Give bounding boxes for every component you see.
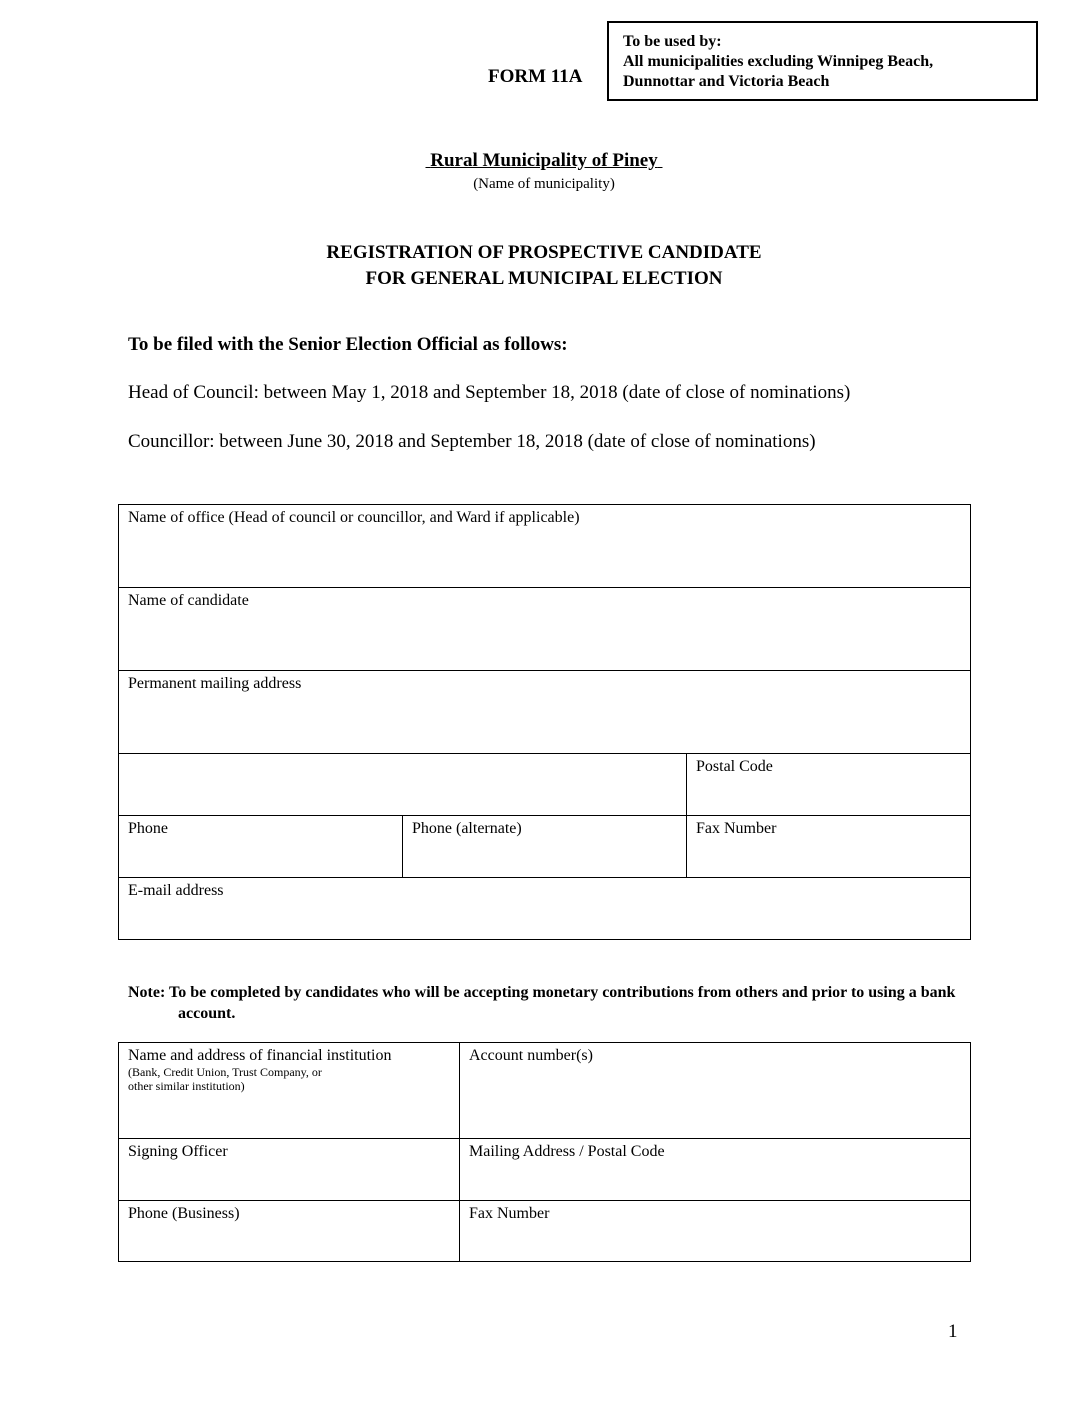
signing-officer-label: Signing Officer <box>128 1143 228 1160</box>
email-label: E-mail address <box>128 882 224 899</box>
fax-label: Fax Number <box>696 820 777 837</box>
form-number: FORM 11A <box>488 66 583 87</box>
account-numbers-label: Account number(s) <box>469 1047 593 1064</box>
candidate-name-field[interactable] <box>119 588 970 670</box>
municipality-name: Rural Municipality of Piney <box>430 150 658 171</box>
mailing-address-line-2-field[interactable] <box>119 754 686 815</box>
candidate-name-label: Name of candidate <box>128 592 249 609</box>
fax-field[interactable] <box>687 816 970 877</box>
phone-alternate-label: Phone (alternate) <box>412 820 522 837</box>
office-label: Name of office (Head of council or councillor, and Ward if applicable) <box>128 509 580 526</box>
institution-sublabel-2: other similar institution) <box>128 1079 245 1093</box>
mailing-postal-field[interactable] <box>460 1139 970 1200</box>
phone-business-field[interactable] <box>119 1201 459 1261</box>
account-numbers-field[interactable] <box>460 1043 970 1138</box>
phone-business-label: Phone (Business) <box>128 1205 240 1222</box>
used-by-title: To be used by: <box>623 33 722 50</box>
signing-officer-field[interactable] <box>119 1139 459 1200</box>
email-field[interactable] <box>119 878 970 939</box>
institution-label: Name and address of financial institution <box>128 1047 392 1064</box>
form-title-line-2: FOR GENERAL MUNICIPAL ELECTION <box>365 268 723 289</box>
used-by-box <box>607 21 1038 101</box>
form-title <box>0 240 1088 292</box>
used-by-line-2: Dunnottar and Victoria Beach <box>623 73 830 90</box>
municipality-caption: (Name of municipality) <box>473 176 615 192</box>
note-text: Note: To be completed by candidates who will be accepting monetary contributions from others and prior to using a bank account. <box>128 984 956 1022</box>
institution-sublabel-1: (Bank, Credit Union, Trust Company, or <box>128 1065 322 1079</box>
mailing-postal-label: Mailing Address / Postal Code <box>469 1143 665 1160</box>
used-by-line-1: All municipalities excluding Winnipeg Beach, <box>623 53 934 70</box>
form-title-line-1: REGISTRATION OF PROSPECTIVE CANDIDATE <box>326 242 762 263</box>
page-number: 1 <box>948 1321 958 1342</box>
mailing-address-field[interactable] <box>119 671 970 753</box>
councillor-deadline: Councillor: between June 30, 2018 and September 18, 2018 (date of close of nominations) <box>128 431 816 452</box>
bank-info-table <box>118 1042 971 1262</box>
phone-label: Phone <box>128 820 168 837</box>
postal-code-field[interactable] <box>687 754 970 815</box>
bank-account-note <box>128 982 968 1024</box>
bank-fax-label: Fax Number <box>469 1205 550 1222</box>
phone-field[interactable] <box>119 816 402 877</box>
mailing-address-label: Permanent mailing address <box>128 675 302 692</box>
filing-heading: To be filed with the Senior Election Official as follows: <box>128 334 568 355</box>
phone-alternate-field[interactable] <box>403 816 686 877</box>
candidate-info-table <box>118 504 971 940</box>
office-field[interactable] <box>119 505 970 587</box>
institution-field[interactable] <box>119 1043 459 1138</box>
postal-code-label: Postal Code <box>696 758 773 775</box>
head-of-council-deadline: Head of Council: between May 1, 2018 and September 18, 2018 (date of close of nominations) <box>128 382 851 403</box>
bank-fax-field[interactable] <box>460 1201 970 1261</box>
